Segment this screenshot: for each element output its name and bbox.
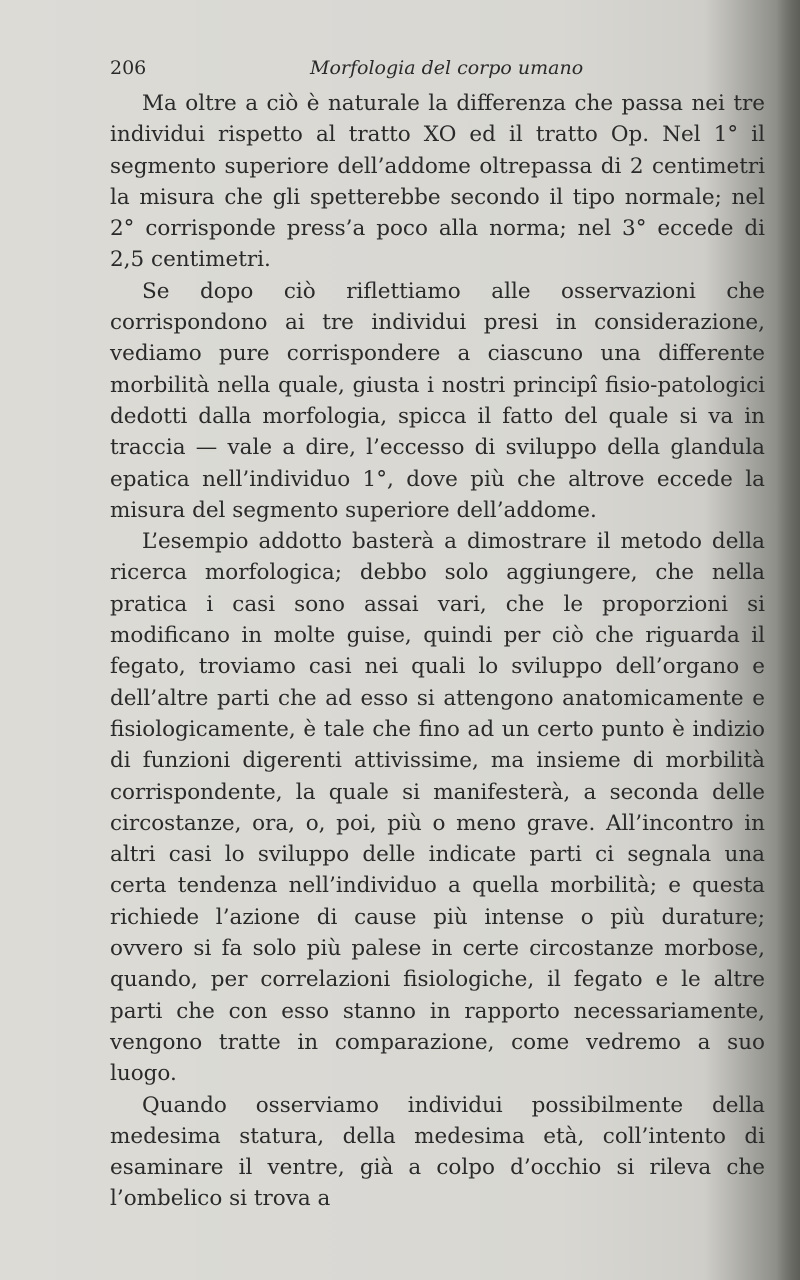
- body-text: [110, 88, 765, 1215]
- running-head: [110, 54, 590, 82]
- running-title: Morfologia del corpo umano: [310, 57, 584, 79]
- paragraph: L’esempio addotto basterà a dimostrare il metodo della ricerca morfologica; debbo solo aggiungere, che nella pratica i casi sono assai vari, che le proporzioni si modificano in molte guise, quindi per ciò che riguarda il fegato, troviamo casi nei quali lo sviluppo dell’organo e dell’altre parti che ad esso si attengono anatomicamente e fisiologicamente, è tale che fino ad un certo punto è indizio di funzioni digerenti attivissime, ma insieme di morbilità corrispondente, la quale si manifesterà, a seconda delle circostanze, ora, o, poi, più o meno grave. All’incontro in altri casi lo sviluppo delle indicate parti ci segnala una certa tendenza nell’individuo a quella morbilità; e questa richiede l’azione di cause più intense o più durature; ovvero si fa solo più palese in certe circostanze morbose, quando, per correlazioni fisiologiche, il fegato e le altre parti che con esso stanno in rapporto necessariamente, vengono tratte in comparazione, come vedremo a suo luogo.: [110, 529, 765, 1087]
- page-number: 206: [110, 57, 147, 79]
- paragraph: Ma oltre a ciò è naturale la differenza che passa nei tre individui rispetto al tratto XO ed il tratto Op. Nel 1° il segmento superiore dell’addome oltrepassa di 2 centimetri la misura che gli spetterebbe secondo il tipo normale; nel 2° corrisponde press’a poco alla norma; nel 3° eccede di 2,5 centimetri.: [110, 91, 765, 273]
- paragraph: Se dopo ciò riflettiamo alle osservazioni che corrispondono ai tre individui presi in considerazione, vediamo pure corrispondere a ciascuno una differente morbilità nella quale, giusta i nostri principî fisio-patologici dedotti dalla morfologia, spicca il fatto del quale si va in traccia — vale a dire, l’eccesso di sviluppo della glandula epatica nell’individuo 1°, dove più che altrove eccede la misura del segmento superiore dell’addome.: [110, 278, 765, 523]
- paragraph: Quando osserviamo individui possibilmente della medesima statura, della medesima età, coll’intento di esaminare il ventre, già a colpo d’occhio si rileva che l’ombelico si trova a: [110, 1092, 765, 1212]
- page-edge-shadow: [776, 0, 800, 1280]
